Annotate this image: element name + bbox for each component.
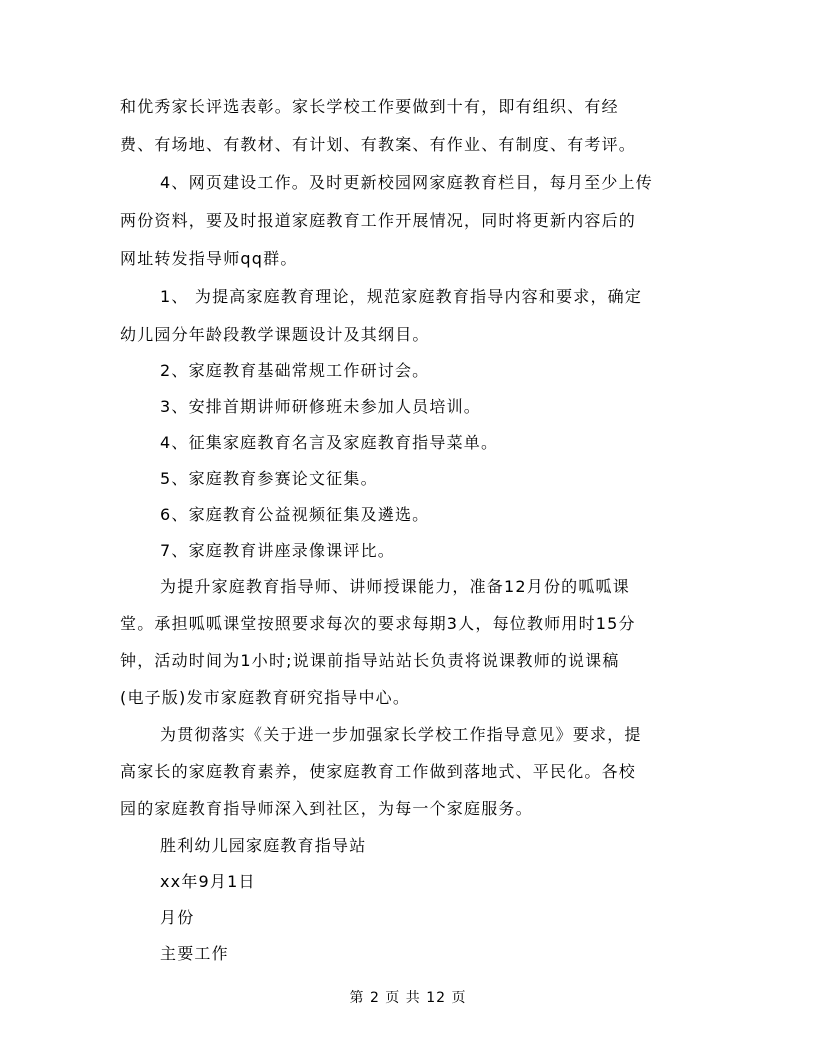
text-line: 费、有场地、有教材、有计划、有教案、有作业、有制度、有考评。 [120, 135, 637, 154]
list-item: 2、家庭教育基础常规工作研讨会。 [160, 361, 430, 380]
text-line: 主要工作 [160, 944, 229, 963]
text-line: 堂。承担呱呱课堂按照要求每次的要求每期3人，每位教师用时15分 [120, 614, 636, 633]
list-item: 3、安排首期讲师研修班未参加人员培训。 [160, 397, 481, 416]
text-line: 为贯彻落实《关于进一步加强家长学校工作指导意见》要求，提 [160, 725, 642, 744]
text-line: 和优秀家长评选表彰。家长学校工作要做到十有，即有组织、有经 [120, 97, 619, 116]
list-item: 5、家庭教育参赛论文征集。 [160, 469, 378, 488]
text-line: 网址转发指导师qq群。 [120, 249, 298, 268]
text-line: 高家长的家庭教育素养，使家庭教育工作做到落地式、平民化。各校 [120, 762, 637, 781]
text-line: 为提升家庭教育指导师、讲师授课能力，准备12月份的呱呱课 [160, 577, 630, 596]
text-line: 幼儿园分年龄段教学课题设计及其纲目。 [120, 325, 430, 344]
page-number-footer: 第 2 页 共 12 页 [349, 990, 467, 1006]
list-item: 4、征集家庭教育名言及家庭教育指导菜单。 [160, 433, 499, 452]
signature-org: 胜利幼儿园家庭教育指导站 [160, 836, 367, 855]
text-line: 钟，活动时间为1小时;说课前指导站站长负责将说课教师的说课稿 [120, 651, 620, 670]
list-item: 6、家庭教育公益视频征集及遴选。 [160, 505, 430, 524]
text-line: 1、 为提高家庭教育理论，规范家庭教育指导内容和要求，确定 [160, 287, 643, 306]
text-line: 月份 [160, 908, 195, 927]
list-item: 7、家庭教育讲座录像课评比。 [160, 541, 395, 560]
signature-date: xx年9月1日 [160, 872, 256, 891]
text-line: 园的家庭教育指导师深入到社区，为每一个家庭服务。 [120, 799, 533, 818]
text-line: 两份资料，要及时报道家庭教育工作开展情况，同时将更新内容后的 [120, 211, 637, 230]
text-line: 4、网页建设工作。及时更新校园网家庭教育栏目，每月至少上传 [160, 173, 653, 192]
text-line: (电子版)发市家庭教育研究指导中心。 [120, 688, 411, 707]
